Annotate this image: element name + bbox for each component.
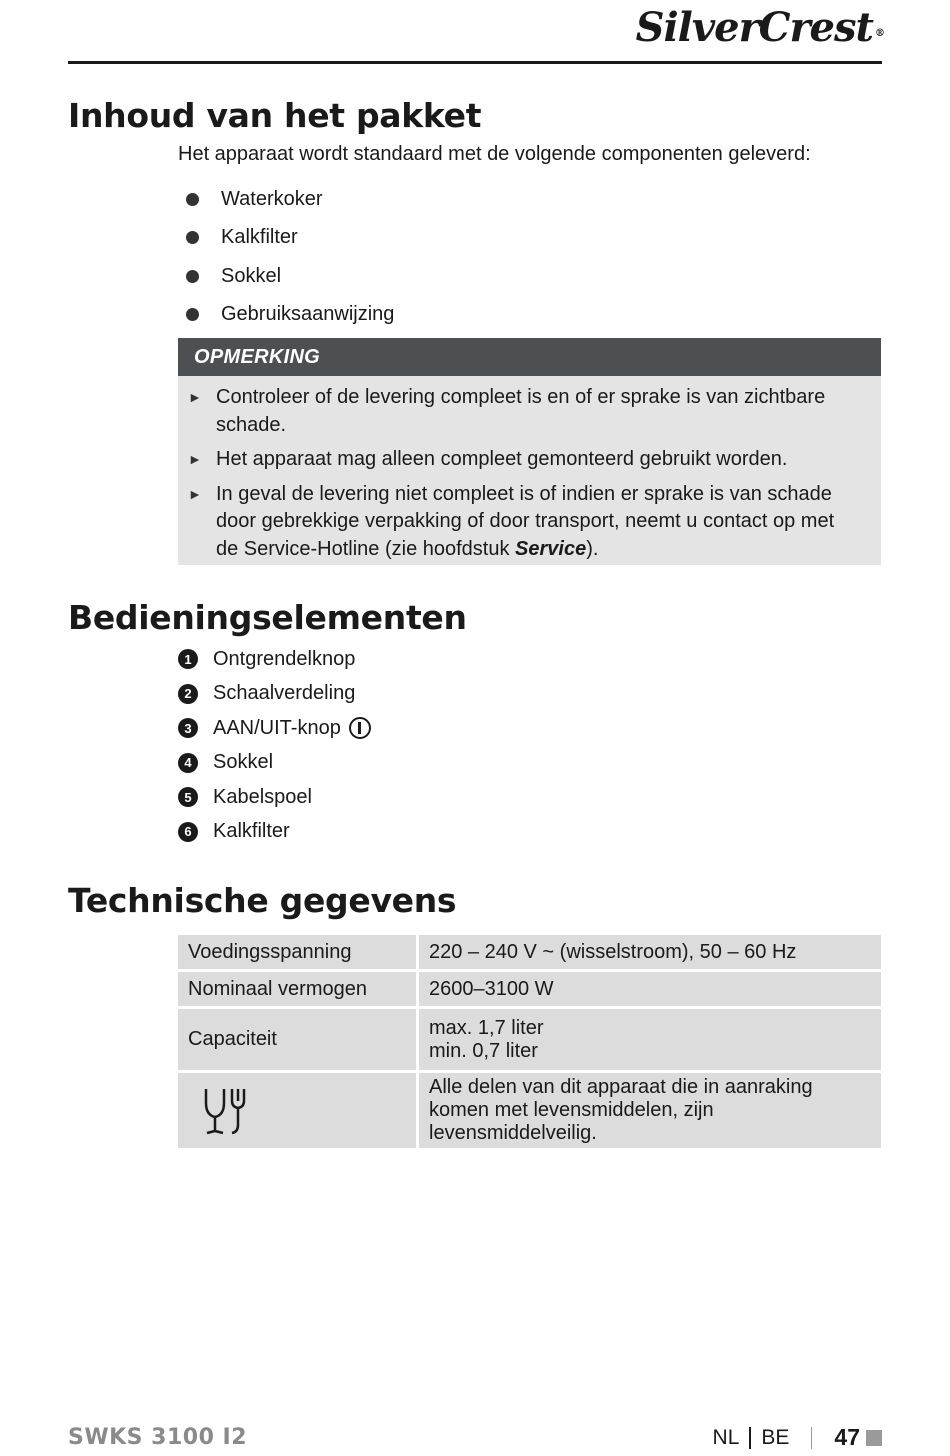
bullet-icon	[186, 308, 199, 321]
bullet-icon	[186, 193, 199, 206]
table-row	[178, 935, 881, 969]
list-item: Waterkoker	[178, 180, 394, 219]
note-heading: OPMERKING	[178, 338, 881, 376]
spec-key: Nominaal vermogen	[178, 972, 419, 1006]
number-badge: 1	[178, 649, 198, 669]
divider	[811, 1427, 812, 1449]
food-safe-icon	[202, 1085, 248, 1137]
controls-list	[178, 642, 371, 849]
table-row	[178, 1073, 881, 1148]
list-item: 6 Kalkfilter	[178, 815, 371, 850]
spec-key: Capaciteit	[178, 1009, 419, 1070]
arrow-icon: ►	[188, 389, 202, 405]
spec-value: max. 1,7 liter min. 0,7 liter	[419, 1009, 881, 1070]
tech-title: Technische gegevens	[68, 881, 457, 920]
spec-key	[178, 1073, 419, 1148]
number-badge: 2	[178, 684, 198, 704]
arrow-icon: ►	[188, 451, 202, 467]
model-number: SWKS 3100 I2	[68, 1425, 248, 1450]
spec-value: 220 – 240 V ~ (wisselstroom), 50 – 60 Hz	[419, 935, 881, 969]
bullet-icon	[186, 231, 199, 244]
power-icon	[349, 717, 371, 739]
number-badge: 5	[178, 787, 198, 807]
bullet-icon	[186, 270, 199, 283]
page-marker-icon	[866, 1430, 882, 1446]
table-row	[178, 972, 881, 1006]
package-intro: Het apparaat wordt standaard met de volgende componenten geleverd:	[178, 143, 811, 165]
list-item: Sokkel	[178, 257, 394, 296]
note-item: ► Het apparaat mag alleen compleet gemonteerd gebruikt worden.	[178, 446, 881, 474]
page-number: 47	[834, 1424, 860, 1450]
header-rule	[68, 61, 882, 64]
list-item: Kalkfilter	[178, 219, 394, 258]
package-title: Inhoud van het pakket	[68, 96, 482, 135]
arrow-icon: ►	[188, 485, 202, 502]
number-badge: 6	[178, 822, 198, 842]
spec-value: 2600–3100 W	[419, 972, 881, 1006]
spec-value: Alle delen van dit apparaat die in aanraking komen met levensmiddelen, zijn levensmiddelveilig.	[419, 1073, 881, 1148]
divider	[749, 1427, 751, 1449]
footer-pagination	[713, 1424, 882, 1451]
list-item: 4 Sokkel	[178, 746, 371, 781]
list-item: 3 AAN/UIT-knop	[178, 711, 371, 746]
list-item: 1 Ontgrendelknop	[178, 642, 371, 677]
note-box	[178, 338, 881, 565]
list-item: 2 Schaalverdeling	[178, 677, 371, 712]
language-nl: NL	[712, 1425, 740, 1449]
controls-title: Bedieningselementen	[68, 598, 467, 637]
language-be: BE	[761, 1425, 790, 1449]
number-badge: 4	[178, 753, 198, 773]
number-badge: 3	[178, 718, 198, 738]
brand-logo: SilverCrest ®	[635, 4, 884, 51]
specs-table	[178, 932, 881, 1151]
note-item: ► In geval de levering niet compleet is of indien er sprake is van schade door gebrekkige verpakking of door transport, neemt u contact op met de Service-Hotline (zie hoofdstuk Service).	[188, 482, 835, 560]
spec-key: Voedingsspanning	[178, 935, 419, 969]
list-item: 5 Kabelspoel	[178, 780, 371, 815]
note-item: ► Controleer of de levering compleet is en of er sprake is van zichtbare schade.	[188, 386, 826, 436]
service-reference: Service	[515, 537, 587, 560]
package-list	[178, 180, 394, 334]
list-item: Gebruiksaanwijzing	[178, 296, 394, 335]
table-row	[178, 1009, 881, 1070]
